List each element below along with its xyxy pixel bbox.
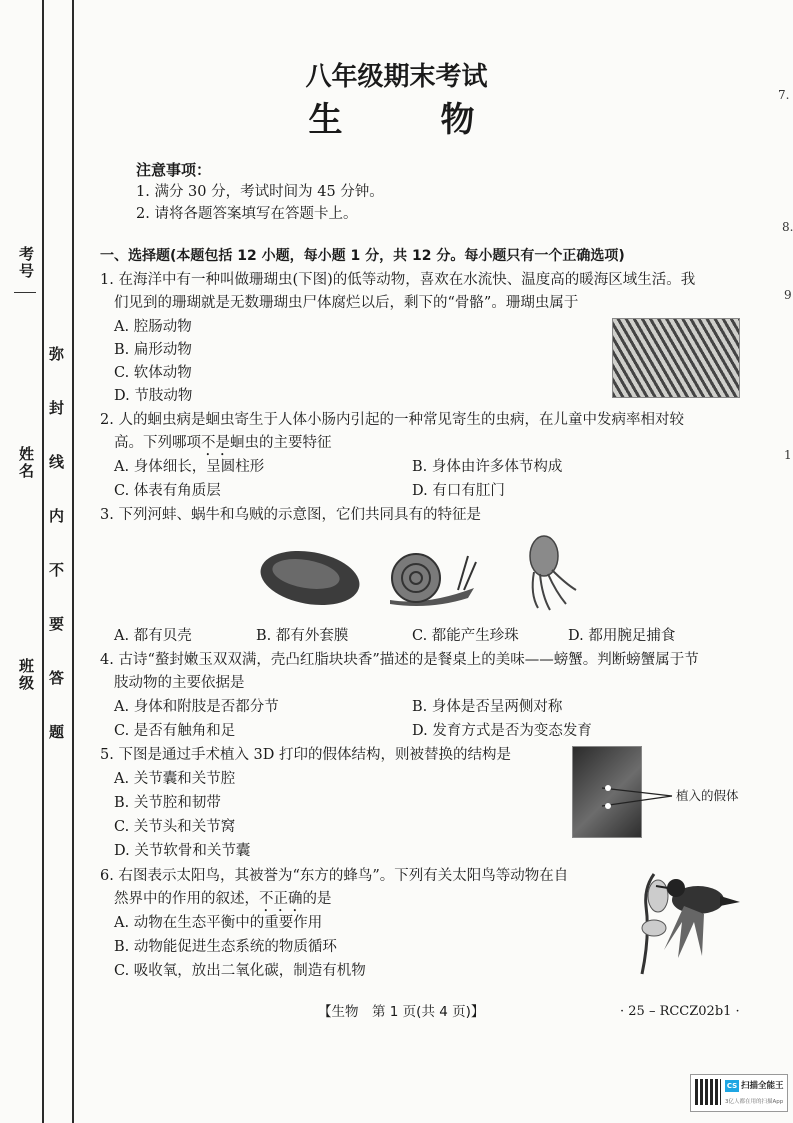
side-number-1: 1 (784, 448, 792, 462)
q2-option-c: C. 体表有角质层 (114, 483, 221, 499)
q4-option-a: A. 身体和附肢是否都分节 (114, 699, 279, 715)
prosthesis-pointer-lines (600, 774, 678, 818)
side-number-8: 8. (782, 220, 793, 234)
side-number-7: 7. (778, 88, 790, 102)
q2-option-b: B. 身体由许多体节构成 (412, 459, 563, 475)
q6-stem-part2: 的是 (302, 891, 332, 907)
q1-stem-line2: 们见到的珊瑚就是无数珊瑚虫尸体腐烂以后，剩下的“骨骼”。珊瑚虫属于 (114, 295, 579, 311)
binding-line-outer (42, 0, 44, 1123)
subject-title: 生 物 (308, 100, 485, 140)
q4-stem-line1: 4. 古诗“螯封嫩玉双双满，壳凸红脂块块香”描述的是餐桌上的美味——螃蟹。判断螃蟹属于节 (100, 652, 699, 668)
kaohao-line (14, 292, 36, 293)
mussel-image (256, 546, 364, 610)
q3-stem-line1: 3. 下列河蚌、蜗牛和乌贼的示意图，它们共同具有的特征是 (100, 507, 481, 523)
q3-option-a: A. 都有贝壳 (114, 628, 192, 644)
q1-option-c: C. 软体动物 (114, 365, 192, 381)
q4-option-b: B. 身体是否呈两侧对称 (412, 699, 563, 715)
exam-title: 八年级期末考试 (305, 62, 488, 92)
q6-stem-line2 (114, 889, 332, 915)
q6-option-b: B. 动物能促进生态系统的物质循环 (114, 939, 337, 955)
q5-option-b: B. 关节腔和韧带 (114, 795, 221, 811)
label-xingming: 姓名 (17, 446, 35, 480)
page-footer: 【生物 第 1 页(共 4 页)】 (318, 1004, 485, 1020)
q2-stem-line1: 2. 人的蛔虫病是蛔虫寄生于人体小肠内引起的一种常见寄生的虫病，在儿童中发病率相对较 (100, 412, 684, 428)
notice-item-1: 1. 满分 30 分，考试时间为 45 分钟。 (136, 184, 384, 200)
snail-image (386, 540, 478, 608)
q4-option-d: D. 发育方式是否为变态发育 (412, 723, 592, 739)
q5-option-a: A. 关节囊和关节腔 (114, 771, 236, 787)
paper-code: · 25 – RCCZ02b1 · (620, 1004, 740, 1019)
scanner-watermark (690, 1074, 788, 1112)
q2-option-a: A. 身体细长，呈圆柱形 (114, 459, 265, 475)
q2-option-d: D. 有口有肛门 (412, 483, 505, 499)
q1-stem-line1: 1. 在海洋中有一种叫做珊瑚虫(下图)的低等动物，喜欢在水流快、温度高的暖海区域生活。我 (100, 272, 696, 288)
scanner-name: 扫描全能王 (741, 1081, 784, 1091)
q5-stem-line1: 5. 下图是通过手术植入 3D 打印的假体结构，则被替换的结构是 (100, 747, 512, 763)
q3-option-d: D. 都用腕足捕食 (568, 628, 676, 644)
section-heading: 一、选择题(本题包括 12 小题，每小题 1 分，共 12 分。每小题只有一个正确选项) (100, 248, 625, 264)
q1-option-b: B. 扁形动物 (114, 342, 192, 358)
q6-stem-line1: 6. 右图表示太阳鸟，其被誉为“东方的蜂鸟”。下列有关太阳鸟等动物在自 (100, 868, 569, 884)
q5-option-c: C. 关节头和关节窝 (114, 819, 236, 835)
q4-stem-line2: 肢动物的主要依据是 (114, 675, 245, 691)
q3-option-b: B. 都有外套膜 (256, 628, 349, 644)
q2-stem-line2 (114, 433, 332, 459)
sunbird-image (624, 866, 744, 976)
q3-option-c: C. 都能产生珍珠 (412, 628, 519, 644)
qr-code-icon (695, 1079, 721, 1105)
side-number-9: 9 (784, 288, 792, 302)
label-banji: 班级 (17, 658, 35, 692)
prosthesis-label: 植入的假体 (676, 788, 739, 803)
cuttlefish-image (520, 534, 580, 612)
coral-polyp-image (612, 318, 740, 398)
q1-option-d: D. 节肢动物 (114, 388, 193, 404)
q4-option-c: C. 是否有触角和足 (114, 723, 236, 739)
scanner-subtitle: 3亿人都在用的扫描App (725, 1099, 784, 1105)
q6-option-a: A. 动物在生态平衡中的重要作用 (114, 915, 323, 931)
q2-stem-part1: 高。下列哪项 (114, 435, 201, 451)
q2-emphasis: 不是 (201, 435, 230, 451)
q6-option-c: C. 吸收氧，放出二氧化碳，制造有机物 (114, 963, 366, 979)
notice-item-2: 2. 请将各题答案填写在答题卡上。 (136, 206, 358, 222)
cs-logo-icon: CS (726, 1082, 738, 1090)
q5-option-d: D. 关节软骨和关节囊 (114, 843, 251, 859)
q1-option-a: A. 腔肠动物 (114, 319, 192, 335)
q2-stem-part2: 蛔虫的主要特征 (230, 435, 332, 451)
q6-emphasis: 不正确 (259, 891, 303, 907)
seal-warning: 弥 封 线 内 不 要 答 题 (47, 346, 65, 751)
label-kaohao: 考号 (17, 246, 35, 280)
binding-line-inner (72, 0, 74, 1123)
q6-stem-part1: 然界中的作用的叙述， (114, 891, 259, 907)
notice-heading: 注意事项： (136, 161, 212, 179)
